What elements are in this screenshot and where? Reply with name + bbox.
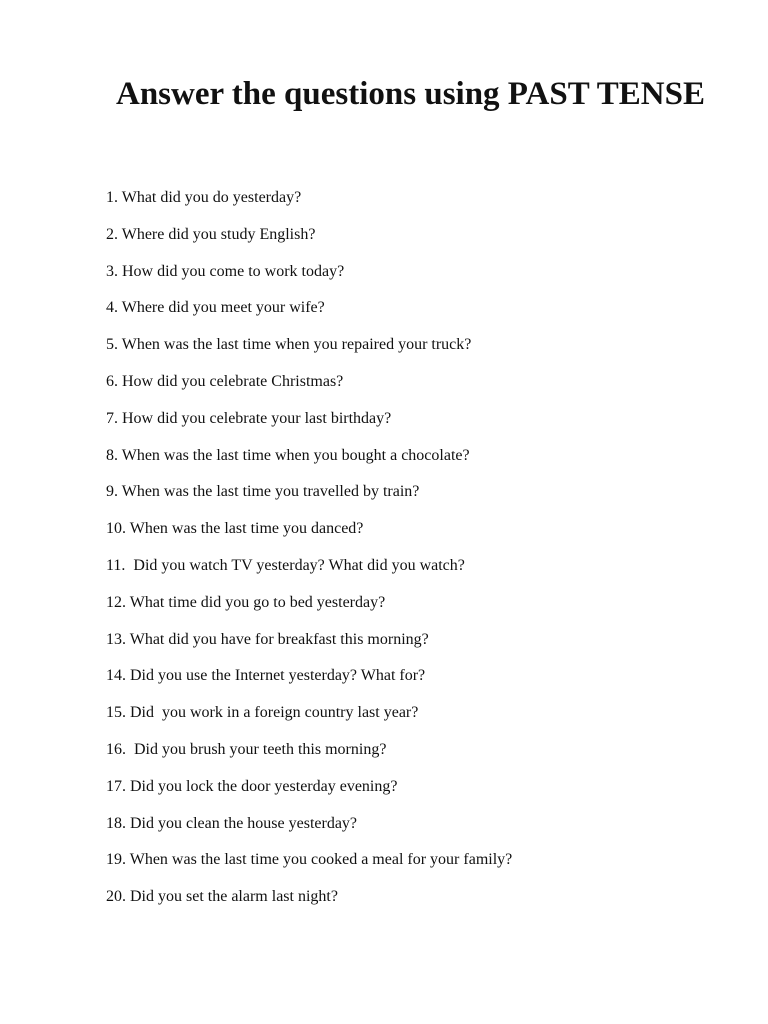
question-item: 10. When was the last time you danced? — [106, 520, 364, 538]
question-item: 1. What did you do yesterday? — [106, 189, 302, 206]
question-item: 4. Where did you meet your wife? — [106, 299, 325, 317]
question-item: 2. Where did you study English? — [106, 225, 316, 243]
question-item: 3. How did you come to work today? — [106, 262, 345, 280]
question-item: 19. When was the last time you cooked a meal for your family? — [106, 851, 513, 869]
question-list — [106, 186, 512, 922]
question-item: 11. Did you watch TV yesterday? What did you watch? — [106, 556, 465, 574]
question-item: 20. Did you set the alarm last night? — [106, 888, 338, 906]
question-item: 13. What did you have for breakfast this morning? — [106, 630, 429, 648]
question-item: 14. Did you use the Internet yesterday? What for? — [106, 667, 426, 685]
question-item: 16. Did you brush your teeth this morning? — [106, 740, 387, 758]
question-item: 17. Did you lock the door yesterday evening? — [106, 777, 398, 795]
question-item: 9. When was the last time you travelled by train? — [106, 483, 420, 501]
page-title: Answer the questions using PAST TENSE — [116, 76, 705, 112]
question-item: 12. What time did you go to bed yesterday? — [106, 593, 386, 611]
question-item: 15. Did you work in a foreign country last year? — [106, 704, 419, 722]
question-item: 7. How did you celebrate your last birthday? — [106, 409, 392, 427]
question-item: 18. Did you clean the house yesterday? — [106, 814, 358, 832]
question-item: 5. When was the last time when you repaired your truck? — [106, 336, 472, 354]
question-item: 6. How did you celebrate Christmas? — [106, 372, 344, 390]
question-item: 8. When was the last time when you bought a chocolate? — [106, 446, 470, 464]
